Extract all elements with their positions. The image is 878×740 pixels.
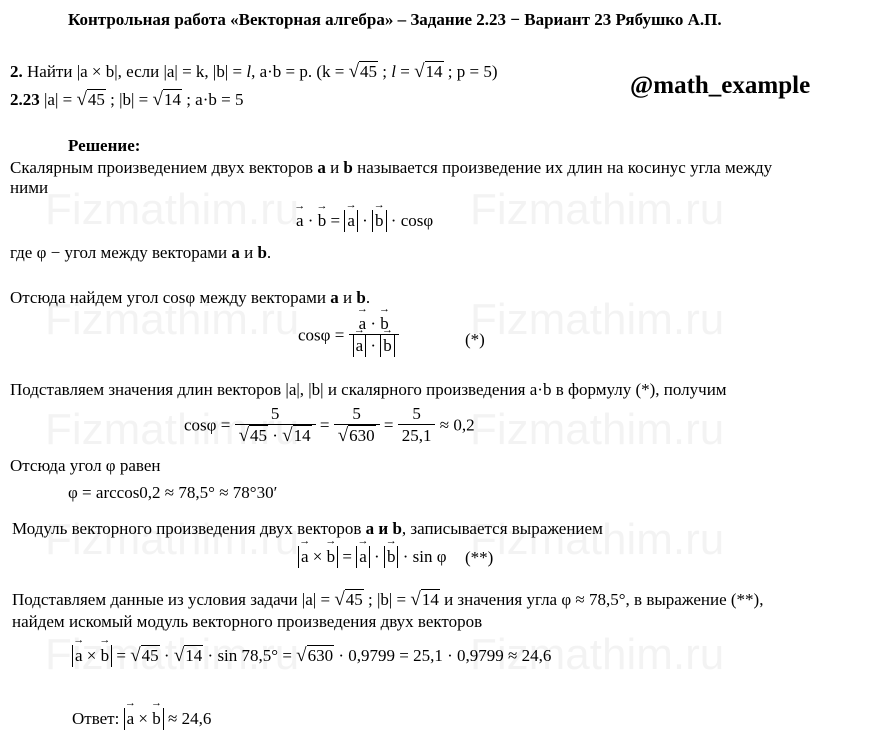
sqrt-expression: √14 xyxy=(414,61,443,82)
formula-tag: (**) xyxy=(465,548,494,567)
definition-line: Скалярным произведением двух векторов a и b называется произведение их длин на косинус угла между xyxy=(10,158,773,177)
variant-text: ; |b| = xyxy=(105,90,153,109)
watermark-text xyxy=(45,185,299,235)
problem-l: l xyxy=(391,62,397,81)
problem-text: ; xyxy=(378,62,392,81)
variant-text: ; a·b = 5 xyxy=(181,90,244,109)
definition-line: ними xyxy=(10,178,49,197)
formula-tag: (*) xyxy=(465,330,485,349)
problem-text: ; p = 5) xyxy=(443,62,498,81)
final-calculation: → a × → b = √45 · √14 · sin 78,5° = √630 · 0,9799 = 25,1 · 0,9799 ≈ 24,6 xyxy=(72,645,551,667)
cross-definition-line: Модуль векторного произведения двух векторов a и b, записывается выражением xyxy=(12,519,603,538)
problem-l: l xyxy=(246,62,252,81)
find-angle-line: Отсюда найдем угол cosφ между векторами a и b. xyxy=(10,288,371,307)
answer-line: Ответ: → a × → b ≈ 24,6 xyxy=(72,708,211,730)
handle-label: @math_example xyxy=(630,72,811,99)
problem-text: Найти |a × b|, если |a| = k, |b| = xyxy=(27,62,247,81)
variant-text: |a| = xyxy=(44,90,77,109)
cos-formula: cosφ = → a · → b → a · → b xyxy=(298,314,399,357)
page-title: Контрольная работа «Векторная алгебра» – Задание 2.23 − Вариант 23 Рябушко А.П. xyxy=(68,10,722,29)
variant-line xyxy=(10,90,243,110)
sqrt-expression: √14 xyxy=(152,89,181,110)
watermark-text xyxy=(470,185,724,235)
dot-product-formula: → a · → b = → a · → b · cosφ xyxy=(296,210,433,232)
solution-heading: Решение: xyxy=(68,136,141,155)
substitution-line: Подставляем данные из условия задачи |a| = √45 ; |b| = √14 и значения угла φ ≈ 78,5°, в выражение (**), xyxy=(12,589,764,610)
watermark-text xyxy=(470,405,724,455)
where-line: где φ − угол между векторами a и b. xyxy=(10,243,272,262)
problem-text: = xyxy=(396,62,415,81)
sqrt-expression: √45 xyxy=(348,61,378,82)
problem-text: , a·b = p. (k = xyxy=(251,62,349,81)
answer-label: Ответ: xyxy=(72,709,120,728)
watermark-text xyxy=(470,295,724,345)
problem-number: 2. xyxy=(10,62,23,81)
variant-number: 2.23 xyxy=(10,90,40,109)
sqrt-expression: √45 xyxy=(76,89,105,110)
angle-line: Отсюда угол φ равен xyxy=(10,456,161,475)
cos-calculation: cosφ = $\frac{5}{√45 \cdot √14}$ = $\frac{5}{√630}$ = $\frac{5}{25,1}$ ≈ 0,2 xyxy=(184,404,475,446)
cross-product-formula: → a × → b = → a · → b · sin φ xyxy=(298,546,447,568)
substitution-line: Подставляем значения длин векторов |a|, |b| и скалярного произведения a·b в формулу (*), получим xyxy=(10,380,727,399)
angle-calculation: φ = arccos0,2 ≈ 78,5° ≈ 78°30′ xyxy=(68,483,278,502)
problem-statement xyxy=(10,62,498,82)
substitution-line: найдем искомый модуль векторного произведения двух векторов xyxy=(12,612,483,631)
